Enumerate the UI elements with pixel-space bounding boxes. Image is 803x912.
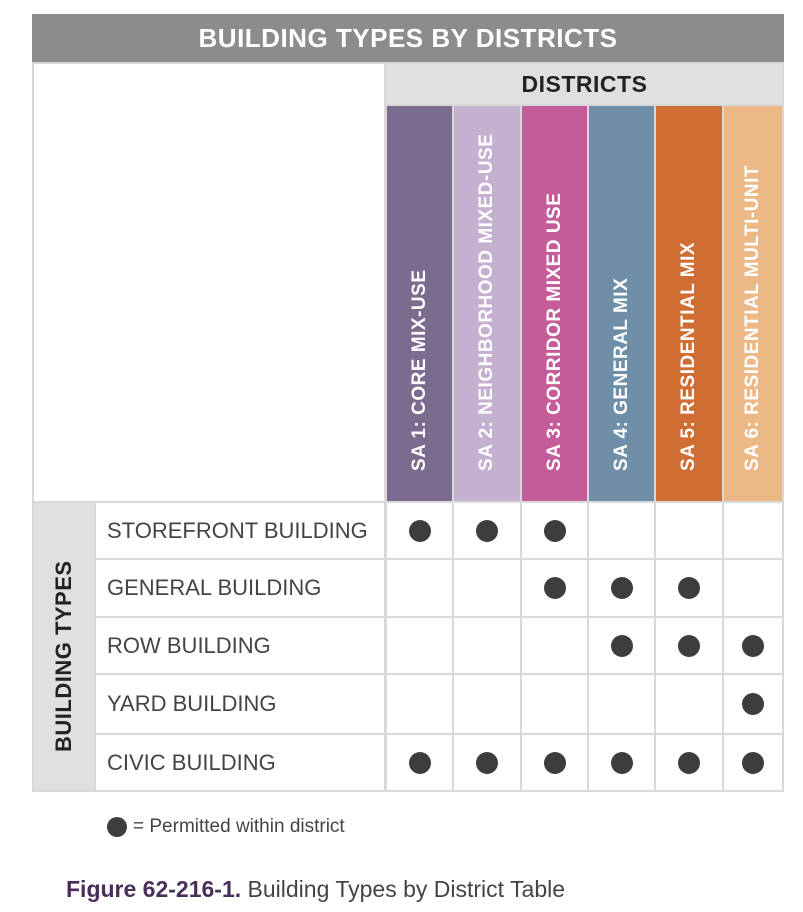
building-types-label: BUILDING TYPES (51, 560, 76, 752)
permitted-dot-icon (476, 520, 498, 542)
row-label-storefront: STOREFRONT BUILDING (96, 503, 384, 558)
permitted-dot-icon (678, 577, 700, 599)
grid-cell (387, 560, 452, 616)
grid-cell (454, 618, 520, 673)
grid-cell (522, 560, 587, 616)
corner-blank-cell (34, 64, 384, 501)
grid-cell (589, 560, 654, 616)
row-label-row: ROW BUILDING (96, 618, 384, 673)
permitted-dot-icon (409, 520, 431, 542)
row-label-civic: CIVIC BUILDING (96, 735, 384, 790)
grid-cell (589, 618, 654, 673)
row-label-general: GENERAL BUILDING (96, 560, 384, 616)
grid-cell (387, 675, 452, 733)
district-label: SA 1: CORE MIX-USE (408, 269, 430, 471)
legend-text: = Permitted within district (133, 816, 345, 837)
grid-cell (724, 675, 782, 733)
caption-text: Building Types by District Table (247, 876, 566, 902)
grid-cell (656, 618, 722, 673)
grid-cell (522, 503, 587, 558)
grid-cell (387, 618, 452, 673)
permitted-dot-icon (611, 635, 633, 657)
district-column-sa1 (387, 106, 452, 501)
permitted-dot-icon (544, 577, 566, 599)
grid-cell (724, 618, 782, 673)
grid-cell (522, 618, 587, 673)
grid-cell (656, 560, 722, 616)
permitted-dot-icon (544, 520, 566, 542)
row-label-yard: YARD BUILDING (96, 675, 384, 733)
permitted-dot-icon (742, 693, 764, 715)
permitted-dot-icon (678, 635, 700, 657)
district-column-sa6 (724, 106, 782, 501)
grid-cell (454, 735, 520, 790)
district-column-sa3 (522, 106, 587, 501)
grid-cell (589, 675, 654, 733)
districts-header: DISTRICTS (387, 64, 782, 104)
permitted-dot-icon (611, 752, 633, 774)
grid-cell (656, 675, 722, 733)
permitted-dot-icon (476, 752, 498, 774)
district-label: SA 2: NEIGHBORHOOD MIXED-USE (476, 133, 497, 471)
figure-caption (66, 876, 565, 903)
legend (107, 816, 345, 838)
permitted-dot-icon (611, 577, 633, 599)
permitted-dot-icon (742, 635, 764, 657)
permitted-dot-icon (544, 752, 566, 774)
grid-cell (656, 503, 722, 558)
permitted-dot-icon (409, 752, 431, 774)
grid-cell (454, 560, 520, 616)
district-label: SA 3: CORRIDOR MIXED USE (543, 192, 565, 471)
district-column-sa2 (454, 106, 520, 501)
grid-cell (522, 675, 587, 733)
district-column-sa4 (589, 106, 654, 501)
district-label: SA 6: RESIDENTIAL MULTI-UNIT (742, 164, 763, 471)
grid-cell (656, 735, 722, 790)
grid-cell (387, 735, 452, 790)
grid-cell (589, 735, 654, 790)
permitted-dot-icon (678, 752, 700, 774)
grid-cell (724, 735, 782, 790)
table-title: BUILDING TYPES BY DISTRICTS (32, 14, 784, 62)
grid-cell (589, 503, 654, 558)
district-label: SA 5: RESIDENTIAL MIX (678, 241, 699, 471)
grid-cell (387, 503, 452, 558)
grid-cell (454, 503, 520, 558)
building-types-table (32, 14, 784, 792)
figure-number: Figure 62-216-1. (66, 876, 242, 902)
grid-cell (454, 675, 520, 733)
building-types-header (34, 503, 94, 790)
grid-cell (724, 560, 782, 616)
permitted-dot-icon (107, 817, 127, 837)
district-column-sa5 (656, 106, 722, 501)
permitted-dot-icon (742, 752, 764, 774)
grid-cell (724, 503, 782, 558)
grid-cell (522, 735, 587, 790)
district-label: SA 4: GENERAL MIX (610, 277, 632, 471)
